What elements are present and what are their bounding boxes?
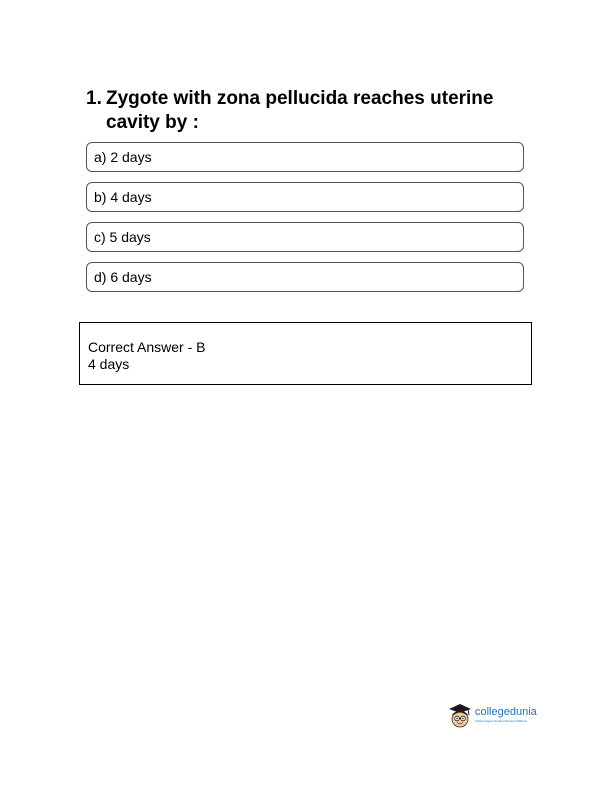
question: [86, 87, 536, 135]
question-number: 1.: [86, 88, 102, 109]
question-text: Zygote with zona pellucida reaches uterine cavity by :: [106, 88, 494, 133]
collegedunia-logo: [447, 703, 547, 733]
answer-heading: Correct Answer - B: [88, 339, 206, 355]
student-mascot-icon: [447, 703, 473, 731]
option-b[interactable]: b) 4 days: [86, 182, 524, 212]
brand-tagline: India's largest Student Review Platform: [475, 719, 528, 723]
answer-box: [79, 322, 532, 385]
option-d[interactable]: d) 6 days: [86, 262, 524, 292]
option-a[interactable]: a) 2 days: [86, 142, 524, 172]
option-c[interactable]: c) 5 days: [86, 222, 524, 252]
answer-text: 4 days: [88, 356, 130, 372]
brand-name: collegedunia: [475, 706, 537, 718]
